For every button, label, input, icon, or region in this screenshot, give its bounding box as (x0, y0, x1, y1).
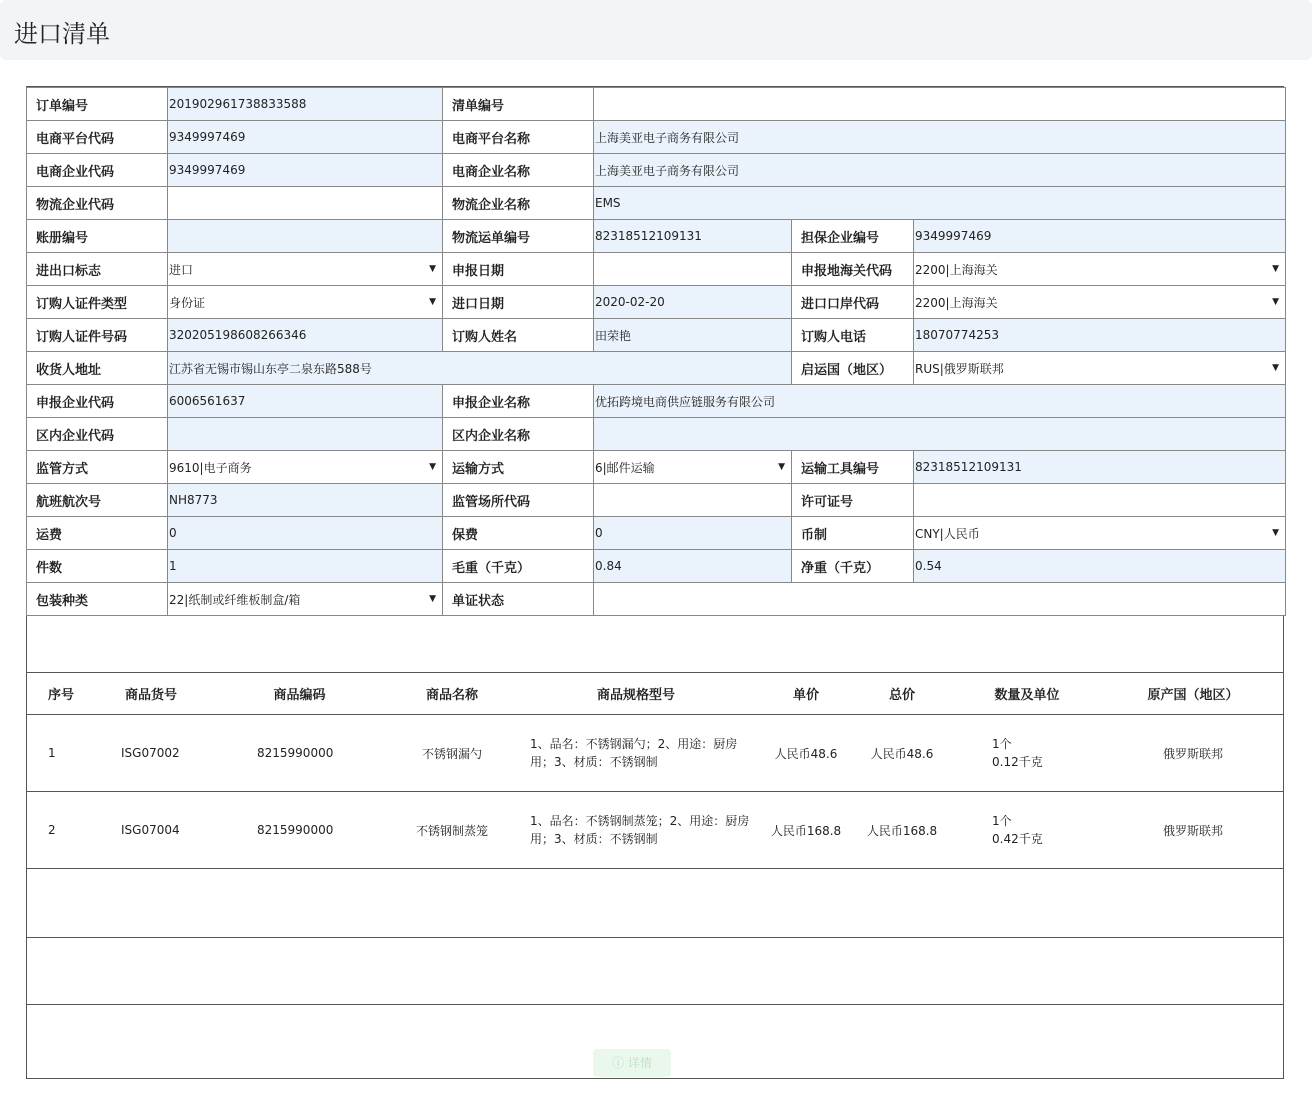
logistics-name-field[interactable]: EMS (594, 187, 1286, 220)
customs-code-select[interactable] (914, 253, 1286, 286)
cell-qty (952, 792, 1102, 869)
pack-no-label: 件数 (27, 550, 168, 583)
ebp-name-field[interactable]: 上海美亚电子商务有限公司 (594, 121, 1286, 154)
cell-country: 俄罗斯联邦 (1102, 715, 1284, 792)
form-row (27, 220, 1286, 253)
currency-value: CNY|人民币 (915, 526, 980, 541)
agent-name-label: 申报企业名称 (443, 385, 594, 418)
buyer-id-no-field[interactable]: 320205198608266346 (168, 319, 443, 352)
col-header-seq: 序号 (27, 673, 95, 715)
account-no-field[interactable] (168, 220, 443, 253)
page-header (0, 0, 1312, 60)
origin-country-select[interactable] (914, 352, 1286, 385)
buyer-name-field[interactable]: 田荣艳 (594, 319, 792, 352)
qty-weight: 0.12千克 (992, 755, 1043, 769)
account-no-label: 账册编号 (27, 220, 168, 253)
form-row (27, 484, 1286, 517)
loct-no-label: 监管场所代码 (443, 484, 594, 517)
goods-header-row (27, 673, 1284, 715)
wrap-type-label: 包装种类 (27, 583, 168, 616)
caret-down-icon: ▼ (1272, 528, 1280, 538)
area-name-label: 区内企业名称 (443, 418, 594, 451)
loct-no-field[interactable] (594, 484, 792, 517)
qty-weight: 0.42千克 (992, 832, 1043, 846)
caret-down-icon: ▼ (1272, 264, 1280, 274)
table-row[interactable] (27, 715, 1284, 792)
import-date-label: 进口日期 (443, 286, 594, 319)
buyer-name-label: 订购人姓名 (443, 319, 594, 352)
col-header-spec: 商品规格型号 (512, 673, 760, 715)
form-row (27, 319, 1286, 352)
waybill-no-label: 物流运单编号 (443, 220, 594, 253)
caret-down-icon: ▼ (1272, 297, 1280, 307)
form-row (27, 517, 1286, 550)
consignee-addr-label: 收货人地址 (27, 352, 168, 385)
ebp-name-label: 电商平台名称 (443, 121, 594, 154)
cell-total: 人民币168.8 (852, 792, 952, 869)
spec-line: 用；3、材质：不锈钢制 (530, 755, 658, 769)
cell-qty (952, 715, 1102, 792)
traf-no-label: 运输工具编号 (792, 451, 914, 484)
ebp-code-field[interactable]: 9349997469 (168, 121, 443, 154)
cell-seq: 1 (27, 715, 95, 792)
agent-name-field[interactable]: 优拓跨境电商供应链服务有限公司 (594, 385, 1286, 418)
ebc-code-field[interactable]: 9349997469 (168, 154, 443, 187)
pack-no-field[interactable]: 1 (168, 550, 443, 583)
col-header-name: 商品名称 (392, 673, 512, 715)
traf-mode-value: 6|邮件运输 (595, 460, 655, 475)
form-row (27, 253, 1286, 286)
consignee-addr-field[interactable]: 江苏省无锡市锡山东亭二泉东路588号 (168, 352, 792, 385)
gross-weight-field[interactable]: 0.84 (594, 550, 792, 583)
list-no-label: 清单编号 (443, 88, 594, 121)
cell-item-no: ISG07002 (95, 715, 207, 792)
traf-mode-label: 运输方式 (443, 451, 594, 484)
trade-mode-value: 9610|电子商务 (169, 460, 252, 475)
origin-country-value: RUS|俄罗斯联邦 (915, 361, 1004, 376)
qty-count: 1个 (992, 814, 1012, 828)
license-no-label: 许可证号 (792, 484, 914, 517)
cell-seq: 2 (27, 792, 95, 869)
voyage-no-label: 航班航次号 (27, 484, 168, 517)
logistics-code-label: 物流企业代码 (27, 187, 168, 220)
form-row (27, 187, 1286, 220)
ebc-code-label: 电商企业代码 (27, 154, 168, 187)
freight-label: 运费 (27, 517, 168, 550)
ie-flag-label: 进出口标志 (27, 253, 168, 286)
wrap-type-value: 22|纸制或纤维板制盒/箱 (169, 592, 301, 607)
customs-code-label: 申报地海关代码 (792, 253, 914, 286)
guarantor-no-field[interactable]: 9349997469 (914, 220, 1286, 253)
insured-fee-field[interactable]: 0 (594, 517, 792, 550)
traf-mode-select[interactable] (594, 451, 792, 484)
order-no-field[interactable]: 201902961738833588 (168, 88, 443, 121)
trade-mode-label: 监管方式 (27, 451, 168, 484)
divider (27, 1004, 1284, 1005)
form-row (27, 88, 1286, 121)
detail-button[interactable]: ⓘ 详情 (593, 1049, 671, 1077)
gross-weight-label: 毛重（千克） (443, 550, 594, 583)
page-title: 进口清单 (14, 20, 110, 48)
list-no-field[interactable] (594, 88, 1286, 121)
qty-count: 1个 (992, 737, 1012, 751)
net-weight-label: 净重（千克） (792, 550, 914, 583)
cell-code: 8215990000 (207, 792, 392, 869)
net-weight-field[interactable]: 0.54 (914, 550, 1286, 583)
cell-code: 8215990000 (207, 715, 392, 792)
port-code-select[interactable] (914, 286, 1286, 319)
buyer-id-type-label: 订购人证件类型 (27, 286, 168, 319)
guarantor-no-label: 担保企业编号 (792, 220, 914, 253)
license-no-field[interactable] (914, 484, 1286, 517)
agent-code-label: 申报企业代码 (27, 385, 168, 418)
form-row (27, 385, 1286, 418)
form-row (27, 352, 1286, 385)
origin-country-label: 启运国（地区） (792, 352, 914, 385)
spec-line: 1、品名：不锈钢漏勺；2、用途：厨房 (530, 737, 738, 751)
cell-spec (512, 715, 760, 792)
cell-item-no: ISG07004 (95, 792, 207, 869)
form-row (27, 154, 1286, 187)
trade-mode-select[interactable] (168, 451, 443, 484)
order-no-label: 订单编号 (27, 88, 168, 121)
currency-label: 币制 (792, 517, 914, 550)
customs-code-value: 2200|上海海关 (915, 262, 998, 277)
waybill-no-field[interactable]: 82318512109131 (594, 220, 792, 253)
col-header-code: 商品编码 (207, 673, 392, 715)
buyer-phone-label: 订购人电话 (792, 319, 914, 352)
caret-down-icon: ▼ (778, 462, 785, 472)
form-row (27, 286, 1286, 319)
cell-spec (512, 792, 760, 869)
agent-code-field[interactable]: 6006561637 (168, 385, 443, 418)
declaration-form (26, 87, 1286, 616)
buyer-phone-field[interactable]: 18070774253 (914, 319, 1286, 352)
cell-price: 人民币48.6 (760, 715, 852, 792)
ebc-name-label: 电商企业名称 (443, 154, 594, 187)
spec-line: 1、品名：不锈钢制蒸笼；2、用途：厨房 (530, 814, 750, 828)
col-header-item-no: 商品货号 (95, 673, 207, 715)
table-row[interactable] (27, 792, 1284, 869)
ebp-code-label: 电商平台代码 (27, 121, 168, 154)
cell-name: 不锈钢漏勺 (392, 715, 512, 792)
form-row (27, 451, 1286, 484)
form-row (27, 121, 1286, 154)
area-code-label: 区内企业代码 (27, 418, 168, 451)
status-field[interactable] (594, 583, 1286, 616)
form-row (27, 418, 1286, 451)
spacer-row (27, 634, 1284, 673)
cell-price: 人民币168.8 (760, 792, 852, 869)
voyage-no-field[interactable]: NH8773 (168, 484, 443, 517)
cell-total: 人民币48.6 (852, 715, 952, 792)
col-header-country: 原产国（地区） (1102, 673, 1284, 715)
col-header-price: 单价 (760, 673, 852, 715)
port-code-label: 进口口岸代码 (792, 286, 914, 319)
col-header-qty: 数量及单位 (952, 673, 1102, 715)
declare-date-label: 申报日期 (443, 253, 594, 286)
logistics-name-label: 物流企业名称 (443, 187, 594, 220)
logistics-code-field[interactable] (168, 187, 443, 220)
wrap-type-select[interactable] (168, 583, 443, 616)
area-code-field[interactable] (168, 418, 443, 451)
divider (27, 937, 1284, 938)
cell-name: 不锈钢制蒸笼 (392, 792, 512, 869)
goods-table (27, 673, 1284, 869)
port-code-value: 2200|上海海关 (915, 295, 998, 310)
caret-down-icon: ▼ (429, 594, 436, 604)
spec-line: 用；3、材质：不锈钢制 (530, 832, 658, 846)
declare-date-field[interactable] (594, 253, 792, 286)
caret-down-icon: ▼ (429, 264, 436, 274)
caret-down-icon: ▼ (429, 297, 436, 307)
ie-flag-select[interactable] (168, 253, 443, 286)
freight-field[interactable]: 0 (168, 517, 443, 550)
import-date-field[interactable]: 2020-02-20 (594, 286, 792, 319)
insured-fee-label: 保费 (443, 517, 594, 550)
form-row (27, 550, 1286, 583)
currency-select[interactable] (914, 517, 1286, 550)
ie-flag-value: 进口 (169, 262, 194, 277)
buyer-id-no-label: 订购人证件号码 (27, 319, 168, 352)
buyer-id-type-select[interactable] (168, 286, 443, 319)
caret-down-icon: ▼ (1272, 363, 1280, 373)
ebc-name-field[interactable]: 上海美亚电子商务有限公司 (594, 154, 1286, 187)
traf-no-field[interactable]: 82318512109131 (914, 451, 1286, 484)
col-header-total: 总价 (852, 673, 952, 715)
status-label: 单证状态 (443, 583, 594, 616)
form-row (27, 583, 1286, 616)
caret-down-icon: ▼ (429, 462, 436, 472)
buyer-id-type-value: 身份证 (169, 295, 206, 310)
cell-country: 俄罗斯联邦 (1102, 792, 1284, 869)
area-name-field[interactable] (594, 418, 1286, 451)
